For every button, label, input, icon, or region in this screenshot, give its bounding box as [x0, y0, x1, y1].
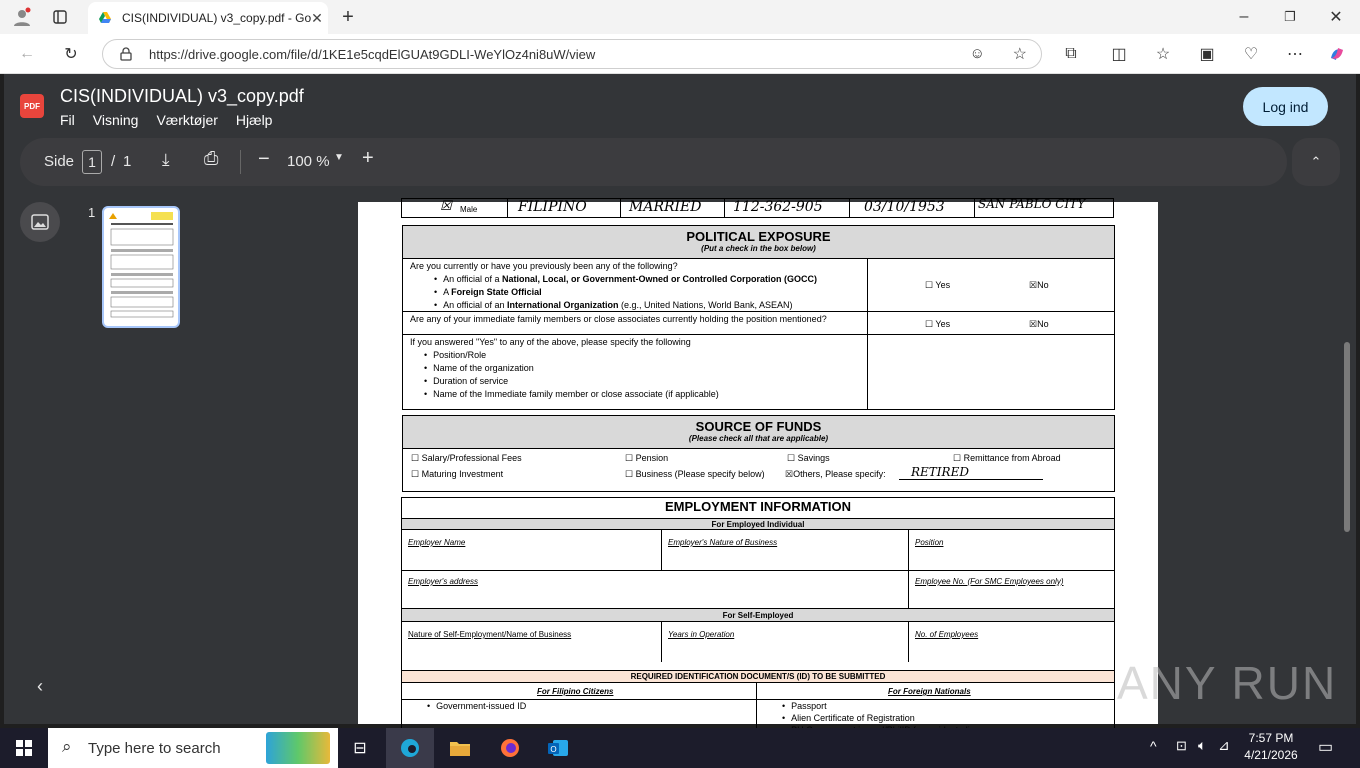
download-icon[interactable]: ⤓	[162, 150, 170, 169]
edge-icon[interactable]	[386, 728, 434, 768]
years-op-label: Years in Operation	[668, 630, 735, 639]
tray-chevron-icon[interactable]: ^	[1150, 738, 1157, 754]
political-exposure-table	[402, 258, 1115, 410]
political-q1	[410, 260, 860, 312]
column-divider	[908, 622, 909, 662]
funds-label: Remittance from Abroad	[963, 453, 1061, 463]
sex-value: Male	[460, 205, 478, 214]
taskbar-search-box[interactable]	[48, 728, 338, 768]
sex-cell	[402, 199, 508, 217]
menu-view[interactable]: Visning	[92, 112, 139, 128]
browser-essentials-icon[interactable]: ♡	[1243, 46, 1259, 63]
political-subtitle: (Put a check in the box below)	[701, 244, 816, 253]
zoom-level[interactable]: 100 %	[287, 153, 330, 170]
page-separator: /	[111, 153, 116, 170]
thumbnails-toggle-icon[interactable]	[20, 202, 60, 242]
tab-title: CIS(INDIVIDUAL) v3_copy.pdf - Go	[122, 11, 312, 25]
restore-icon[interactable]: ❐	[1284, 9, 1296, 24]
pdf-viewer	[4, 74, 1356, 724]
print-icon[interactable]: ⎙	[204, 148, 219, 168]
file-explorer-icon[interactable]	[436, 728, 484, 768]
foreign-id-item: • Passport	[782, 700, 984, 712]
q2-yes-option[interactable]: ☐ Yes	[925, 319, 951, 329]
q3-item: • Duration of service	[424, 375, 865, 388]
q3-item: • Position/Role	[424, 349, 865, 362]
collections-icon[interactable]: ▣	[1199, 46, 1215, 63]
column-divider	[908, 530, 909, 608]
network-icon[interactable]: ⊡	[1176, 738, 1187, 753]
q1-bullet	[434, 286, 860, 299]
q1-bullet	[434, 299, 860, 312]
column-divider	[661, 530, 662, 570]
favorites-icon[interactable]: ☆	[1155, 46, 1171, 63]
favorite-star-icon[interactable]: ☆	[1012, 46, 1027, 63]
split-screen-icon[interactable]: ◫	[1111, 46, 1127, 63]
funds-title: SOURCE OF FUNDS	[695, 419, 822, 434]
chevron-left-icon[interactable]: ‹	[37, 675, 43, 696]
filipino-id-item: • Government-issued ID	[427, 700, 526, 713]
url-text: https://drive.google.com/file/d/1KE1e5cqdElGUAt9GDLI-WeYlOz4ni8uW/view	[149, 46, 596, 62]
personal-info-row	[401, 198, 1114, 218]
phone-cell	[725, 199, 850, 217]
task-view-icon[interactable]: ⊟	[353, 740, 367, 757]
political-q3	[410, 336, 865, 401]
q2-no-option[interactable]: ☒No	[1029, 319, 1049, 329]
search-highlight-icon	[266, 732, 330, 764]
search-placeholder: Type here to search	[88, 739, 221, 757]
q1-no-option[interactable]: ☒No	[1029, 280, 1049, 290]
close-window-icon[interactable]: ✕	[1329, 9, 1343, 26]
read-aloud-icon[interactable]: ☺	[969, 45, 985, 62]
q1-bullet-bold: Foreign State Official	[451, 287, 542, 297]
funds-salary-option[interactable]: ☐ Salary/Professional Fees	[411, 453, 522, 463]
yes-label: Yes	[935, 280, 951, 290]
reload-icon[interactable]: ↻	[64, 46, 78, 63]
more-options-icon[interactable]: ⋯	[1287, 46, 1303, 63]
address-bar[interactable]	[102, 39, 1042, 69]
zoom-out-icon[interactable]: −	[258, 148, 270, 170]
funds-remittance-option[interactable]: ☐ Remittance from Abroad	[953, 453, 1061, 463]
funds-maturing-option[interactable]: ☐ Maturing Investment	[411, 469, 504, 479]
q1-yes-option[interactable]: ☐ Yes	[925, 280, 951, 290]
q1-bullet-text: An official of a	[443, 274, 503, 284]
sex-check-mark: ☒	[440, 199, 452, 214]
dob-value: 03/10/1953	[864, 199, 945, 215]
system-clock[interactable]	[1234, 730, 1308, 764]
employment-table	[401, 497, 1115, 671]
others-underline	[899, 479, 1043, 480]
q1-bullet-bold: International Organization	[507, 300, 619, 310]
civil-status-cell	[621, 199, 725, 217]
minimize-icon[interactable]: –	[1239, 8, 1249, 25]
dob-cell	[850, 199, 975, 217]
foreign-nationals-label: For Foreign Nationals	[888, 687, 971, 696]
filipino-citizens-label: For Filipino Citizens	[537, 687, 614, 696]
zoom-dropdown-icon[interactable]: ▼	[334, 152, 344, 163]
source-of-funds-header	[402, 415, 1115, 449]
back-icon[interactable]: ←	[19, 45, 35, 62]
profile-icon[interactable]	[8, 5, 36, 29]
q3-text: If you answered "Yes" to any of the above, please specify the following	[410, 337, 691, 347]
page-label: Side	[44, 153, 75, 170]
taskbar	[0, 728, 1360, 768]
source-of-funds-table	[402, 448, 1115, 492]
close-tab-icon[interactable]: ✕	[311, 9, 323, 26]
civil-status-value: MARRIED	[629, 199, 702, 215]
nature-self-label: Nature of Self-Employment/Name of Business	[408, 630, 572, 639]
employed-subheader: For Employed Individual	[402, 518, 1114, 530]
windows-start-icon[interactable]	[0, 728, 48, 768]
pdf-toolbar	[20, 138, 1287, 186]
funds-label: Business (Please specify below)	[635, 469, 765, 479]
pdf-page	[358, 197, 1158, 724]
toolbar-divider	[240, 150, 241, 174]
yes-label: Yes	[935, 319, 951, 329]
tab-actions-icon[interactable]	[48, 5, 72, 29]
address-toolbar	[0, 34, 1360, 74]
login-button[interactable]: Log ind	[1243, 87, 1328, 126]
thumbnail-page-number: 1	[88, 205, 96, 220]
zoom-in-icon[interactable]: +	[362, 147, 374, 169]
q1-bullet	[434, 273, 860, 286]
pdf-file-icon: PDF	[20, 94, 44, 118]
q1-bullet-text: A	[443, 287, 452, 297]
clock-date: 4/21/2026	[1244, 748, 1298, 762]
funds-subtitle: (Please check all that are applicable)	[688, 434, 829, 443]
position-label: Position	[915, 538, 944, 547]
q1-bullet-text: An official of an	[443, 300, 508, 310]
new-tab-icon[interactable]: +	[342, 5, 354, 28]
anyrun-watermark: ANY RUN	[1117, 657, 1338, 709]
volume-icon[interactable]: 🔈︎	[1198, 737, 1207, 753]
others-value: RETIRED	[911, 465, 969, 479]
browser-tab-strip	[0, 0, 1360, 34]
thumbnail-preview	[107, 211, 177, 323]
phone-value: 112-362-905	[733, 199, 823, 215]
funds-label: Others, Please specify:	[793, 469, 886, 479]
menu-tools[interactable]: Værktøjer	[156, 112, 218, 128]
page-thumbnail[interactable]	[102, 206, 180, 328]
political-exposure-header	[402, 225, 1115, 259]
google-drive-icon	[98, 11, 112, 25]
scrollbar-thumb[interactable]	[1344, 342, 1350, 532]
political-title: POLITICAL EXPOSURE	[686, 229, 831, 244]
no-employees-label: No. of Employees	[915, 630, 979, 639]
q1-bullet-text: (e.g., United Nations, World Bank, ASEAN)	[618, 300, 793, 310]
collapse-toolbar-icon[interactable]: ⌃	[1292, 138, 1340, 186]
funds-pension-option[interactable]: ☐ Pension	[625, 453, 669, 463]
search-icon: ⌕	[62, 737, 72, 756]
employer-address-label: Employer's address	[408, 577, 478, 586]
self-employed-subheader: For Self-Employed	[402, 608, 1114, 622]
nationality-value: FILIPINO	[518, 199, 587, 215]
funds-business-option[interactable]: ☐ Business (Please specify below)	[625, 469, 765, 479]
funds-others-option[interactable]: ☒Others, Please specify:	[785, 469, 886, 479]
site-info-icon[interactable]	[119, 47, 133, 61]
funds-label: Maturing Investment	[421, 469, 504, 479]
no-label: No	[1037, 319, 1049, 329]
extensions-icon[interactable]: ⧉	[1065, 45, 1077, 62]
column-divider	[661, 622, 662, 662]
employer-name-label: Employer Name	[408, 538, 466, 547]
funds-label: Salary/Professional Fees	[421, 453, 522, 463]
political-q2: Are any of your immediate family members or close associates currently holding the position mentioned?	[410, 314, 827, 324]
page-total: 1	[123, 153, 132, 170]
notifications-icon[interactable]: ▭	[1318, 739, 1334, 756]
required-ids-header: REQUIRED IDENTIFICATION DOCUMENT/S (ID) TO BE SUBMITTED	[402, 671, 1114, 683]
tab-active[interactable]	[88, 2, 328, 34]
funds-label: Pension	[635, 453, 669, 463]
svg-text:O: O	[550, 745, 557, 754]
q1-text: Are you currently or have you previously been any of the following?	[410, 261, 678, 271]
page-number-input[interactable]: 1	[82, 150, 102, 174]
q3-item: • Name of the Immediate family member or close associate (if applicable)	[424, 388, 865, 401]
outlook-icon[interactable]	[534, 728, 582, 768]
copilot-icon[interactable]	[1324, 42, 1350, 66]
employment-title: EMPLOYMENT INFORMATION	[402, 499, 1114, 514]
funds-savings-option[interactable]: ☐ Savings	[787, 453, 830, 463]
funds-label: Savings	[797, 453, 830, 463]
viewer-menu	[60, 112, 272, 128]
menu-help[interactable]: Hjælp	[235, 112, 273, 128]
row-divider	[402, 570, 1114, 571]
wifi-icon[interactable]: ⊿	[1218, 737, 1230, 753]
birthplace-value: SAN PABLO CITY	[978, 197, 1086, 211]
clock-time: 7:57 PM	[1248, 731, 1294, 745]
employer-nature-label: Employer's Nature of Business	[668, 538, 778, 547]
firefox-icon[interactable]	[486, 728, 534, 768]
menu-file[interactable]: Fil	[60, 112, 75, 128]
foreign-id-item: • Alien Certificate of Registration	[782, 712, 984, 724]
q3-item: • Name of the organization	[424, 362, 865, 375]
row-divider	[403, 334, 1114, 335]
document-title: CIS(INDIVIDUAL) v3_copy.pdf	[60, 86, 304, 106]
no-label: No	[1037, 280, 1049, 290]
q1-bullet-bold: National, Local, or Government-Owned or Controlled Corporation (GOCC)	[502, 274, 818, 284]
filipino-id-list	[427, 700, 526, 713]
nationality-cell	[508, 199, 621, 217]
employee-no-label: Employee No. (For SMC Employees only)	[915, 577, 1064, 586]
